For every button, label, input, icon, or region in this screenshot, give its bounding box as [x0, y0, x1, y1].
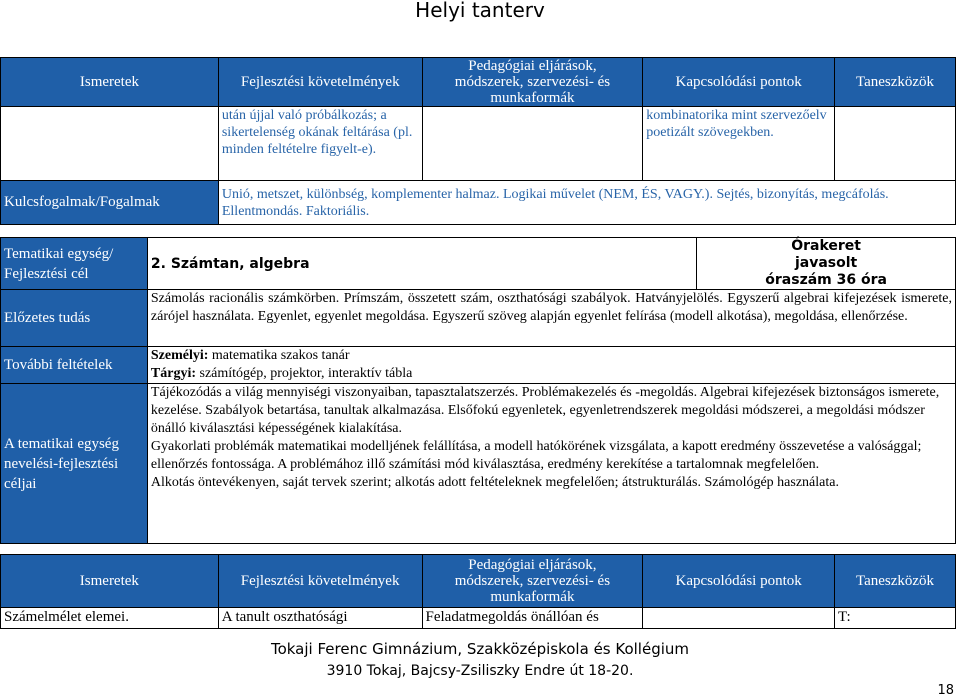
celjai-paragraph-2: Gyakorlati problémák matematikai modelljének felállítása, a modell hatókörének vizsgálata, a kapott eredmény összevetése a valósággal; ellenőrzés fontossága. A problémához illő számítási mód kiválasztása, eredmény kerekítése a tartalomnak megfelelően. — [150, 439, 922, 472]
celjai-paragraph-1: Tájékozódás a világ mennyiségi viszonyaiban, tapasztalatszerzés. Problémakezelés és -megoldás. Algebrai kifejezések biztonságos ismerete, kezelése. Szabályok betartása, tanultak alkalmazása. Elsőfokú egyenletek, egyenletrendszerek megoldási módszerei, a megoldási módszer önálló kiválasztási képességének kialakítása. — [150, 385, 940, 436]
bottom-col-header-pedagogiai — [422, 555, 643, 608]
szemelyi-label: Személyi: — [150, 348, 209, 363]
col-header-kapcsolodasi: Kapcsolódási pontok — [643, 58, 835, 107]
targyi-line — [151, 365, 952, 383]
tematikai-label — [1, 238, 148, 290]
szemelyi-line — [151, 347, 952, 365]
targyi-value: számítógép, projektor, interaktív tábla — [196, 366, 413, 381]
bottom-ismeretek-cell: Számelmélet elemei. — [1, 608, 219, 629]
top-taneszkozok-cell — [835, 107, 956, 181]
unit-title: 2. Számtan, algebra — [147, 238, 696, 290]
bottom-col-header-ismeretek: Ismeretek — [1, 555, 219, 608]
tematikai-label-line-2: Fejlesztési cél — [4, 265, 89, 282]
top-pedagogiai-cell — [422, 107, 643, 181]
footer-address: 3910 Tokaj, Bajcsy-Zsiliszky Endre út 18-20. — [326, 663, 634, 679]
celjai-paragraph-3: Alkotás öntevékenyen, saját tervek szerint; alkotás adott feltételeknek megfelelően; átstrukturálás. Számológép használata. — [150, 475, 839, 490]
bottom-table — [0, 554, 956, 629]
top-fejlesztesi-cell: után újjal való próbálkozás; a sikertelenség okának feltárása (pl. minden feltételre figyelt-e). — [218, 107, 422, 181]
bottom-pedagogiai-cell: Feladatmegoldás önállóan és — [422, 608, 643, 629]
pedagogiai-line-3: munkaformák — [490, 90, 575, 106]
kulcsfogalmak-label: Kulcsfogalmak/Fogalmak — [1, 181, 219, 225]
bottom-fejlesztesi-cell: A tanult oszthatósági — [218, 608, 422, 629]
page-title: Helyi tanterv — [415, 0, 545, 22]
bottom-col-header-fejlesztesi: Fejlesztési követelmények — [218, 555, 422, 608]
unit-table — [0, 237, 956, 544]
bottom-pedagogiai-line-3: munkaformák — [490, 589, 575, 605]
celjai-text — [147, 384, 955, 544]
bottom-col-header-taneszkozok: Taneszközök — [835, 555, 956, 608]
orakeret-line-3: óraszám 36 óra — [765, 272, 887, 288]
elozetes-label: Előzetes tudás — [1, 290, 148, 347]
orakeret-line-1: Órakeret — [791, 238, 861, 254]
szemelyi-value: matematika szakos tanár — [208, 348, 350, 363]
col-header-pedagogiai — [422, 58, 643, 107]
bottom-taneszkozok-cell: T: — [835, 608, 956, 629]
top-table — [0, 57, 956, 225]
top-ismeretek-cell — [1, 107, 219, 181]
col-header-taneszkozok: Taneszközök — [835, 58, 956, 107]
col-header-ismeretek: Ismeretek — [1, 58, 219, 107]
bottom-pedagogiai-line-2: módszerek, szervezési- és — [454, 573, 611, 589]
kulcsfogalmak-text: Unió, metszet, különbség, komplementer halmaz. Logikai művelet (NEM, ÉS, VAGY.). Sejtés, bizonyítás, megcáfolás. Ellentmondás. Faktoriális. — [218, 181, 955, 225]
tovabbi-label: További feltételek — [1, 347, 148, 384]
elozetes-text: Számolás racionális számkörben. Prímszám, összetett szám, oszthatósági szabályok. Hatványjelölés. Egyszerű algebrai kifejezések ismerete, zárójel használata. Egyenlet, egyenlet megoldása. Egyszerű szöveg alapján egyenlet felírása (modell alkotása), megoldása, ellenőrzése. — [147, 290, 955, 347]
tovabbi-text — [147, 347, 955, 384]
pedagogiai-line-2: módszerek, szervezési- és — [454, 74, 611, 90]
page-number: 18 — [937, 683, 954, 698]
pedagogiai-line-1: Pedagógiai eljárások, — [468, 58, 597, 74]
col-header-fejlesztesi: Fejlesztési követelmények — [218, 58, 422, 107]
bottom-pedagogiai-line-1: Pedagógiai eljárások, — [468, 557, 597, 573]
orakeret-line-2: javasolt — [794, 255, 858, 271]
footer-school-name: Tokaji Ferenc Gimnázium, Szakközépiskola és Kollégium — [270, 640, 690, 658]
tematikai-label-line-1: Tematikai egység/ — [4, 245, 114, 262]
celjai-label: A tematikai egység nevelési-fejlesztési céljai — [1, 384, 148, 544]
targyi-label: Tárgyi: — [150, 366, 196, 381]
bottom-kapcsolodasi-cell — [643, 608, 835, 629]
top-kapcsolodasi-cell: kombinatorika mint szervezőelv poetizált szövegekben. — [643, 107, 835, 181]
bottom-col-header-kapcsolodasi: Kapcsolódási pontok — [643, 555, 835, 608]
orakeret-cell — [697, 238, 956, 290]
